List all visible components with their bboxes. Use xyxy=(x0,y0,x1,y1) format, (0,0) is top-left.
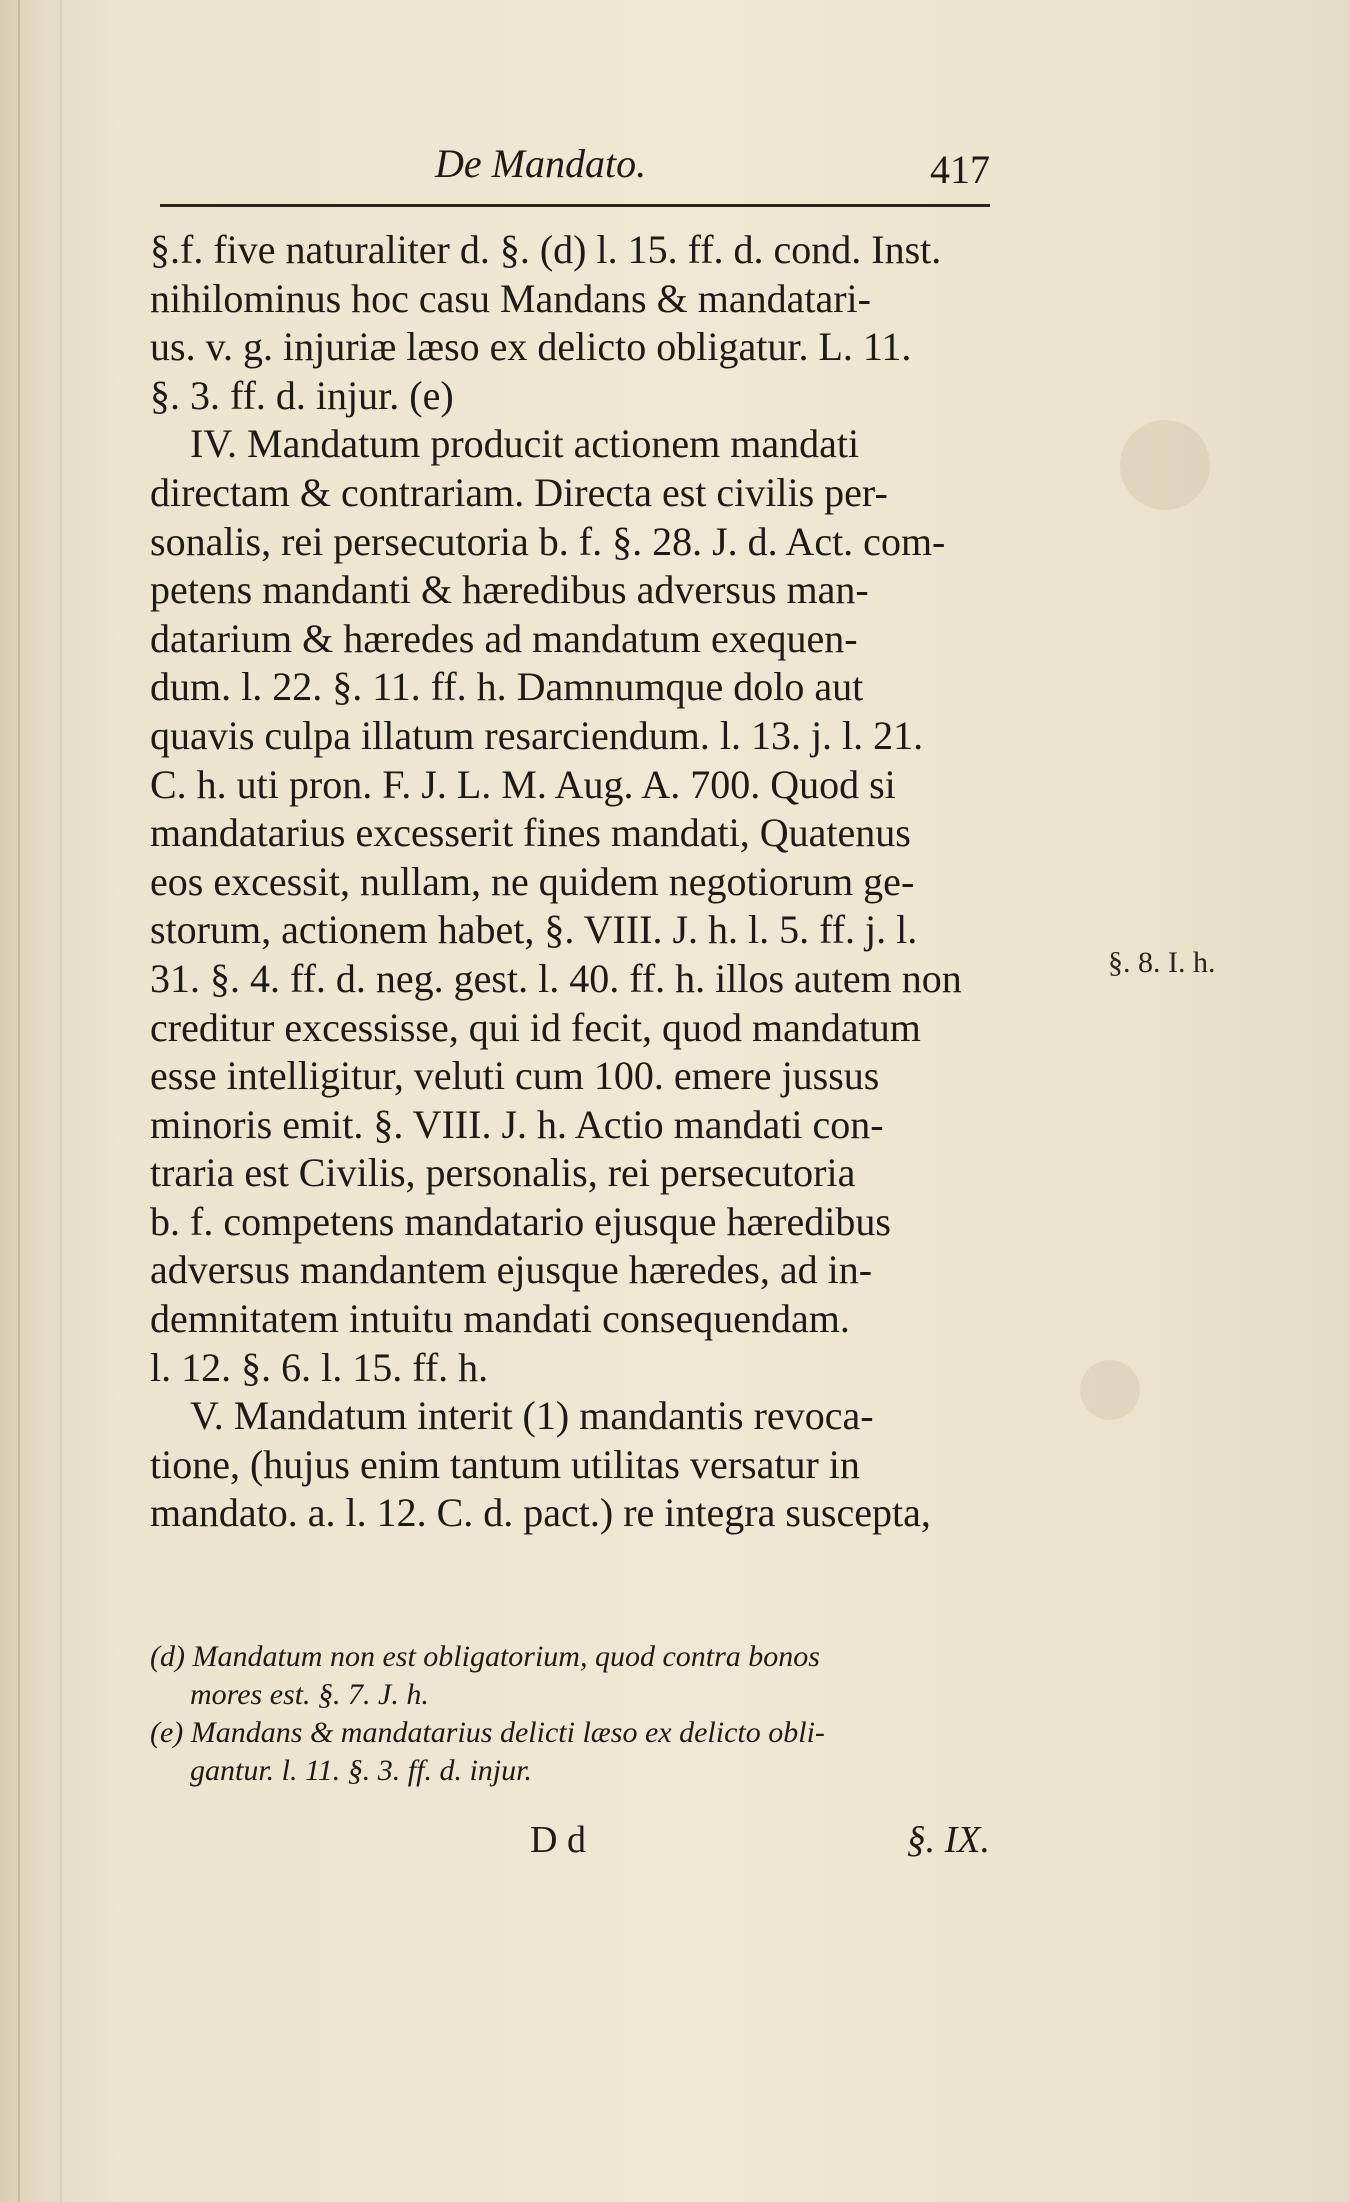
text-line: datarium & hæredes ad mandatum exequen- xyxy=(150,615,858,661)
text-line: eos excessit, nullam, ne quidem negotiorum ge- xyxy=(150,858,915,904)
footnote-line: (e) Mandans & mandatarius delicti læso ex delicto obli- xyxy=(150,1716,825,1749)
text-line: 31. §. 4. ff. d. neg. gest. l. 40. ff. h. illos autem non xyxy=(150,955,962,1001)
text-line: §.f. five naturaliter d. §. (d) l. 15. ff. d. cond. Inst. xyxy=(150,227,942,272)
text-line: traria est Civilis, personalis, rei persecutoria xyxy=(150,1150,856,1196)
text-line: b. f. competens mandatario ejusque hæredibus xyxy=(150,1198,891,1244)
text-line: dum. l. 22. §. 11. ff. h. Damnumque dolo aut xyxy=(150,664,864,710)
footnote-line: (d) Mandatum non est obligatorium, quod contra bonos xyxy=(150,1640,820,1673)
main-text xyxy=(150,226,990,1538)
text-line: IV. Mandatum producit actionem mandati xyxy=(190,421,860,467)
page-footer xyxy=(150,1818,990,1868)
text-line: storum, actionem habet, §. VIII. J. h. l. 5. ff. j. l. xyxy=(150,907,918,953)
footnotes xyxy=(150,1638,990,1790)
signature-mark: D d xyxy=(530,1819,586,1861)
text-line: C. h. uti pron. F. J. L. M. Aug. A. 700. Quod si xyxy=(150,761,896,807)
text-line: §. 3. ff. d. injur. (e) xyxy=(150,372,454,418)
margin-note: §. 8. I. h. xyxy=(1108,946,1216,979)
footnote-line: mores est. §. 7. J. h. xyxy=(190,1678,429,1711)
footnote-line: gantur. l. 11. §. 3. ff. d. injur. xyxy=(190,1754,532,1787)
page-number: 417 xyxy=(930,147,990,192)
binding-shadow xyxy=(60,0,62,2202)
text-line: V. Mandatum interit (1) mandantis revoca- xyxy=(190,1393,874,1439)
text-line: petens mandanti & hæredibus adversus man- xyxy=(150,567,869,613)
paper-stain xyxy=(1080,1360,1140,1420)
text-line: esse intelligitur, veluti cum 100. emere jussus xyxy=(150,1053,880,1099)
text-line: quavis culpa illatum resarciendum. l. 13. j. l. 21. xyxy=(150,712,924,758)
text-line: creditur excessisse, qui id fecit, quod mandatum xyxy=(150,1004,921,1050)
text-line: minoris emit. §. VIII. J. h. Actio mandati con- xyxy=(150,1101,884,1147)
running-title: De Mandato. xyxy=(435,141,647,186)
header-rule xyxy=(160,204,990,207)
text-line: mandato. a. l. 12. C. d. pact.) re integra suscepta, xyxy=(150,1490,931,1536)
text-line: adversus mandantem ejusque hæredes, ad in- xyxy=(150,1247,873,1293)
text-line: nihilominus hoc casu Mandans & mandatari- xyxy=(150,275,871,321)
text-line: tione, (hujus enim tantum utilitas versatur in xyxy=(150,1441,860,1487)
text-line: mandatarius excesserit fines mandati, Quatenus xyxy=(150,810,911,856)
binding-gutter xyxy=(18,0,20,2202)
text-line: us. v. g. injuriæ læso ex delicto obligatur. L. 11. xyxy=(150,324,912,370)
paper-stain xyxy=(1120,420,1210,510)
catchword: §. IX. xyxy=(906,1819,990,1861)
text-line: l. 12. §. 6. l. 15. ff. h. xyxy=(150,1344,489,1390)
text-line: sonalis, rei persecutoria b. f. §. 28. J. d. Act. com- xyxy=(150,518,946,564)
text-line: directam & contrariam. Directa est civilis per- xyxy=(150,469,888,515)
page-header xyxy=(150,140,990,200)
text-line: demnitatem intuitu mandati consequendam. xyxy=(150,1296,850,1342)
